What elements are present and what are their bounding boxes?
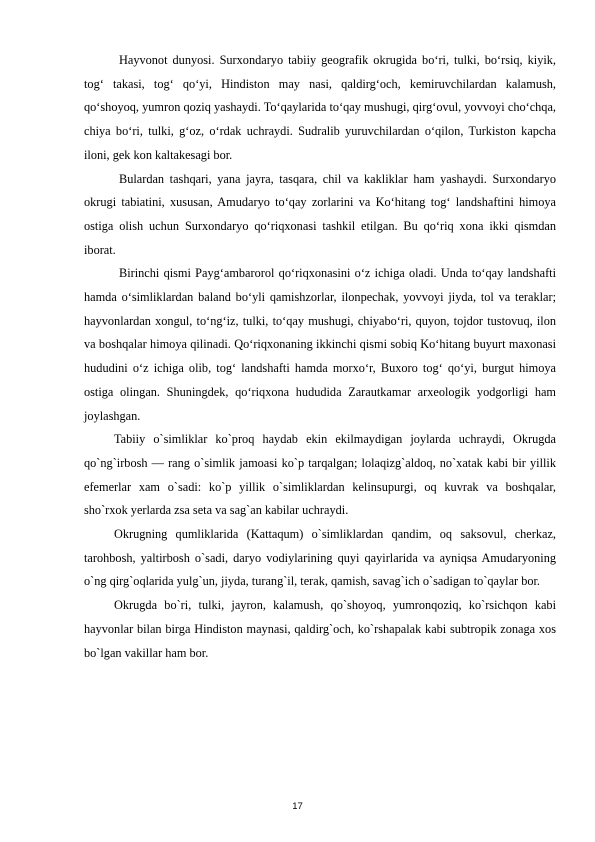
paragraph-sand-plants: Okrugning qumliklarida (Kattaqum) o`simliklardan qandim, oq saksovul, cherkaz, tarohbosh, yaltirbosh o`sadi, daryo vodiylarining quyi qayirlarida va ayniqsa Amudaryoning o`ng qirg`oqlarida yulg`un, jiyda, turang`il, terak, qamish, savag`ich o`sadigan to`qaylar bor. bbox=[84, 527, 556, 589]
paragraph-reserve-parts: Birinchi qismi Payg‘ambarorol qo‘riqxonasini o‘z ichiga oladi. Unda to‘qay landshafti hamda o‘simliklardan baland bo‘yli qamishzorlar, ilonpechak, yovvoyi jiyda, tol va teraklar; hayvonlardan xongul, to‘ng‘iz, tulki, to‘qay mushugi, chiyabo‘ri, quyon, tojdor tustovuq, ilon va boshqalar himoya qilinadi. Qo‘riqxonaning ikkinchi qismi sobiq Ko‘hitang buyurt maxonasi hududini o‘z ichiga olib, tog‘ landshafti hamda morxo‘r, Buxoro tog‘ qo‘yi, burgut himoya ostiga olingan. Shuningdek, qo‘riqxona hududida Zarautkamar arxeologik yodgorligi ham joylashgan. bbox=[84, 266, 556, 423]
page-number: 17 bbox=[292, 801, 303, 812]
paragraph-natural-plants: Tabiiy o`simliklar ko`proq haydab ekin ekilmaydigan joylarda uchraydi, Okrugda qo`ng`irbosh — rang o`simlik jamoasi ko`p tarqalgan; lolaqizg`aldoq, no`xatak kabi bir yillik efemerlar xam o`sadi: ko`p yillik o`simliklardan kelinsupurgi, oq kuvrak va boshqalar, sho`rxok yerlarda zsa seta va sag`an kabilar uchraydi. bbox=[84, 432, 556, 518]
paragraph-reserve: Bulardan tashqari, yana jayra, tasqara, chil va kakliklar ham yashaydi. Surxondaryo okrugi tabiatini, xususan, Amudaryo to‘qay zorlarini va Ko‘hitang tog‘ landshaftini himoya ostiga olish uchun Surxondaryo qo‘riqxonasi tashkil etilgan. Bu qo‘riq xona ikki qismdan iborat. bbox=[84, 171, 556, 257]
document-body bbox=[84, 49, 556, 665]
paragraph-animals: Okrugda bo`ri, tulki, jayron, kalamush, qo`shoyoq, yumronqoziq, ko`rsichqon kabi hayvonlar bilan birga Hindiston maynasi, qaldirg`och, ko`rshapalak kabi subtropik zonaga xos bo`lgan vakillar ham bor. bbox=[84, 598, 556, 660]
paragraph-fauna: Hayvonot dunyosi. Surxondaryo tabiiy geografik okrugida bo‘ri, tulki, bo‘rsiq, kiyik, tog‘ takasi, tog‘ qo‘yi, Hindiston may nasi, qaldirg‘och, kemiruvchilardan kalamush, qo‘shoyoq, yumron qoziq yashaydi. To‘qaylarida to‘qay mushugi, qirg‘ovul, yovvoyi cho‘chqa, chiya bo‘ri, tulki, g‘oz, o‘rdak uchraydi. Sudralib yuruvchilardan o‘qilon, Turkiston kapcha iloni, gek kon kaltakesagi bor. bbox=[84, 53, 556, 162]
